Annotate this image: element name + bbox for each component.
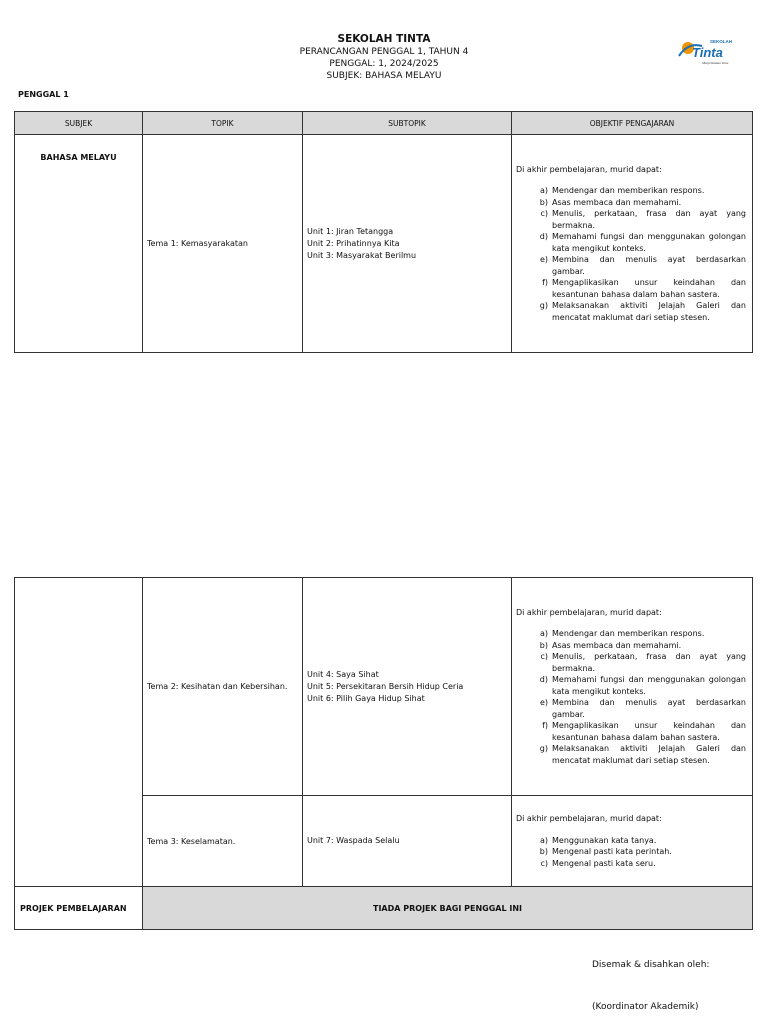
objective-marker: a) bbox=[539, 186, 548, 196]
objective-text: Membina dan menulis ayat berdasarkan gambar. bbox=[552, 255, 746, 276]
topic-cell: Tema 2: Kesihatan dan Kebersihan. bbox=[143, 578, 303, 796]
objective-marker: e) bbox=[539, 698, 548, 708]
header-topik: TOPIK bbox=[143, 112, 303, 135]
objectives-cell bbox=[512, 578, 753, 796]
objective-marker: d) bbox=[539, 675, 548, 685]
objectives-cell bbox=[512, 796, 753, 887]
objective-item bbox=[516, 858, 746, 870]
review-note: Disemak & disahkan oleh: bbox=[592, 960, 710, 970]
subtopic-item: Unit 5: Persekitaran Bersih Hidup Ceria bbox=[307, 681, 464, 691]
subtopic-item: Unit 1: Jiran Tetangga bbox=[307, 226, 394, 236]
objective-text: Mengaplikasikan unsur keindahan dan kesantunan bahasa dalam bahan sastera. bbox=[552, 721, 746, 742]
plan-table-1 bbox=[14, 111, 753, 353]
subject-cell: BAHASA MELAYU bbox=[15, 135, 143, 353]
objective-item bbox=[516, 846, 746, 858]
objective-marker: b) bbox=[539, 197, 548, 207]
topic-cell: Tema 3: Keselamatan. bbox=[143, 796, 303, 887]
objective-item bbox=[516, 254, 746, 277]
table-header-row bbox=[15, 112, 753, 135]
objective-marker: b) bbox=[539, 640, 548, 650]
objective-item bbox=[516, 720, 746, 743]
subtopic-item: Unit 7: Waspada Selalu bbox=[307, 836, 400, 845]
subtopic-item: Unit 4: Saya Sihat bbox=[307, 669, 379, 679]
objective-item bbox=[516, 231, 746, 254]
subtopic-item: Unit 3: Masyarakat Berilmu bbox=[307, 250, 417, 260]
header-subtopik: SUBTOPIK bbox=[303, 112, 512, 135]
table-row bbox=[15, 135, 753, 353]
objective-text: Melaksanakan aktiviti Jelajah Galeri dan mencatat maklumat dari setiap stesen. bbox=[552, 744, 746, 765]
table-row bbox=[15, 578, 753, 796]
objective-text: Mendengar dan memberikan respons. bbox=[552, 629, 705, 639]
objective-text: Melaksanakan aktiviti Jelajah Galeri dan mencatat maklumat dari setiap stesen. bbox=[552, 301, 746, 322]
school-name: SEKOLAH TINTA bbox=[337, 33, 431, 45]
school-logo bbox=[676, 36, 736, 66]
objective-item bbox=[516, 697, 746, 720]
logo-main-text: Tinta bbox=[692, 45, 723, 60]
objective-text: Mengenal pasti kata perintah. bbox=[552, 847, 672, 856]
plan-table-2 bbox=[14, 577, 753, 930]
objective-marker: c) bbox=[540, 652, 548, 662]
objective-marker: c) bbox=[540, 858, 548, 868]
term-line: PENGGAL: 1, 2024/2025 bbox=[329, 59, 439, 69]
subtopic-cell bbox=[303, 578, 512, 796]
logo-top-text: SEKOLAH bbox=[710, 39, 733, 44]
header-objektif: OBJEKTIF PENGAJARAN bbox=[512, 112, 753, 135]
project-row bbox=[15, 887, 753, 930]
logo-tagline: Menjelmakan Ilmu bbox=[702, 61, 729, 65]
objective-item bbox=[516, 300, 746, 323]
subtopic-item: Unit 2: Prihatinnya Kita bbox=[307, 238, 400, 248]
objective-item bbox=[516, 277, 746, 300]
objectives-intro: Di akhir pembelajaran, murid dapat: bbox=[516, 607, 662, 617]
plan-title: PERANCANGAN PENGGAL 1, TAHUN 4 bbox=[299, 47, 469, 57]
subject-cell-empty bbox=[15, 578, 143, 887]
project-label: PROJEK PEMBELAJARAN bbox=[15, 887, 143, 930]
objective-text: Membina dan menulis ayat berdasarkan gambar. bbox=[552, 698, 746, 719]
objective-text: Menulis, perkataan, frasa dan ayat yang bermakna. bbox=[552, 652, 746, 673]
subject-line: SUBJEK: BAHASA MELAYU bbox=[326, 71, 442, 81]
objective-item bbox=[516, 628, 746, 640]
objective-marker: c) bbox=[540, 209, 548, 219]
objective-item bbox=[516, 640, 746, 652]
objective-marker: g) bbox=[539, 301, 548, 311]
header-subjek: SUBJEK bbox=[15, 112, 143, 135]
term-label: PENGGAL 1 bbox=[18, 90, 69, 99]
objectives-intro: Di akhir pembelajaran, murid dapat: bbox=[516, 164, 662, 174]
objective-item bbox=[516, 208, 746, 231]
objective-marker: f) bbox=[542, 721, 548, 731]
objective-marker: d) bbox=[539, 232, 548, 242]
objective-text: Mendengar dan memberikan respons. bbox=[552, 186, 705, 196]
objective-item bbox=[516, 743, 746, 766]
objective-marker: b) bbox=[539, 847, 548, 856]
document-header bbox=[0, 32, 768, 82]
subtopic-cell bbox=[303, 796, 512, 887]
objective-marker: e) bbox=[539, 255, 548, 265]
objective-text: Asas membaca dan memahami. bbox=[552, 640, 682, 650]
objectives-list bbox=[516, 185, 746, 323]
objectives-list bbox=[516, 628, 746, 766]
objective-item bbox=[516, 674, 746, 697]
project-value: TIADA PROJEK BAGI PENGGAL INI bbox=[143, 887, 753, 930]
objective-text: Memahami fungsi dan menggunakan golongan kata mengikut konteks. bbox=[552, 675, 746, 696]
objective-text: Mengaplikasikan unsur keindahan dan kesantunan bahasa dalam bahan sastera. bbox=[552, 278, 746, 299]
objective-marker: g) bbox=[539, 744, 548, 754]
objective-item bbox=[516, 651, 746, 674]
objective-item bbox=[516, 835, 746, 847]
objective-item bbox=[516, 185, 746, 197]
objectives-intro: Di akhir pembelajaran, murid dapat: bbox=[516, 814, 662, 823]
objective-text: Menggunakan kata tanya. bbox=[552, 835, 657, 845]
objective-marker: a) bbox=[539, 629, 548, 639]
subtopic-item: Unit 6: Pilih Gaya Hidup Sihat bbox=[307, 693, 425, 703]
objective-marker: f) bbox=[542, 278, 548, 288]
objectives-list bbox=[516, 835, 746, 870]
objective-item bbox=[516, 197, 746, 209]
objective-text: Mengenal pasti kata seru. bbox=[552, 858, 656, 868]
objective-text: Memahami fungsi dan menggunakan golongan kata mengikut konteks. bbox=[552, 232, 746, 253]
topic-cell: Tema 1: Kemasyarakatan bbox=[143, 135, 303, 353]
objective-text: Asas membaca dan memahami. bbox=[552, 197, 682, 207]
subtopic-cell bbox=[303, 135, 512, 353]
objective-text: Menulis, perkataan, frasa dan ayat yang bermakna. bbox=[552, 209, 746, 230]
objectives-cell bbox=[512, 135, 753, 353]
coordinator-label: (Koordinator Akademik) bbox=[592, 1002, 699, 1012]
objective-marker: a) bbox=[539, 835, 548, 845]
